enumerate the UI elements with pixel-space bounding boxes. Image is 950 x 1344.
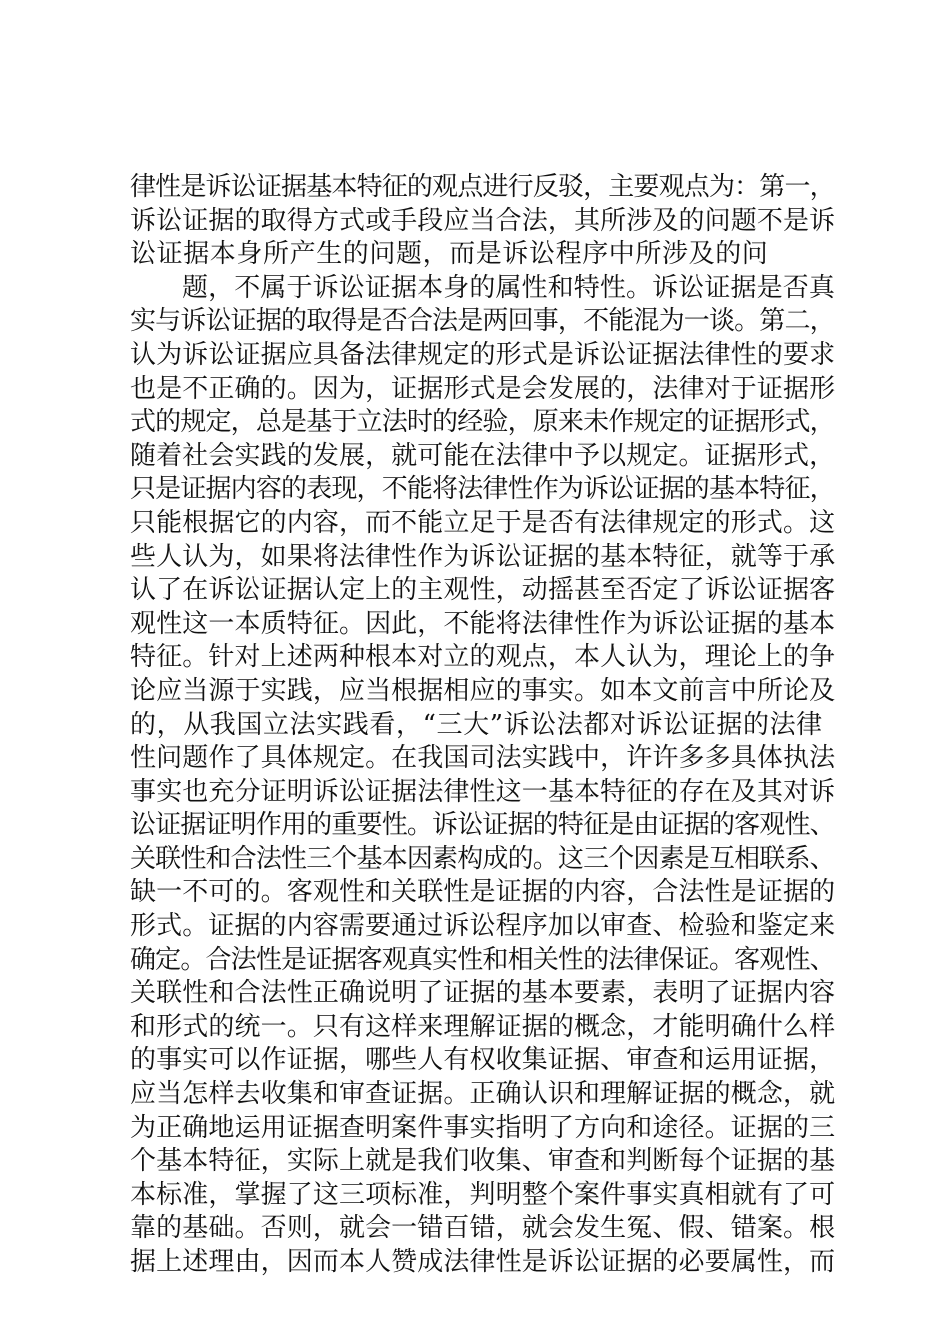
text-line: 应当怎样去收集和审查证据。正确认识和理解证据的概念，就: [130, 1079, 836, 1110]
text-line: 讼证据证明作用的重要性。诉讼证据的特征是由证据的客观性、: [130, 810, 835, 841]
text-line: 实与诉讼证据的取得是否合法是两回事，不能混为一谈。第二，: [130, 306, 835, 337]
text-line: 关联性和合法性三个基本因素构成的。这三个因素是互相联系、: [130, 843, 835, 874]
body-text: [130, 171, 835, 1280]
text-line: 只是证据内容的表现，不能将法律性作为诉讼证据的基本特征，: [130, 474, 835, 505]
text-line: 本标准，掌握了这三项标准，判明整个案件事实真相就有了可: [130, 1179, 836, 1210]
text-line: 的事实可以作证据，哪些人有权收集证据、审查和运用证据，: [130, 1045, 836, 1076]
text-line: 诉讼证据的取得方式或手段应当合法，其所涉及的问题不是诉: [130, 205, 836, 236]
text-line: 事实也充分证明诉讼证据法律性这一基本特征的存在及其对诉: [130, 776, 836, 807]
text-line: 个基本特征，实际上就是我们收集、审查和判断每个证据的基: [130, 1146, 836, 1177]
text-line: 关联性和合法性正确说明了证据的基本要素，表明了证据内容: [130, 978, 836, 1009]
text-line: 律性是诉讼证据基本特征的观点进行反驳，主要观点为：第一，: [130, 172, 835, 202]
text-line: 性问题作了具体规定。在我国司法实践中，许许多多具体执法: [130, 743, 836, 774]
text-line: 据上述理由，因而本人赞成法律性是诉讼证据的必要属性，而: [130, 1247, 836, 1277]
text-line: 靠的基础。否则，就会一错百错，就会发生冤、假、错案。根: [130, 1213, 836, 1244]
text-line: 形式。证据的内容需要通过诉讼程序加以审查、检验和鉴定来: [130, 911, 836, 942]
text-line: 的，从我国立法实践看，“三大”诉讼法都对诉讼证据的法律: [130, 709, 823, 740]
text-line: 也是不正确的。因为，证据形式是会发展的，法律对于证据形: [130, 373, 836, 404]
text-line: 论应当源于实践，应当根据相应的事实。如本文前言中所论及: [130, 675, 836, 706]
text-line: 式的规定，总是基于立法时的经验，原来未作规定的证据形式，: [130, 407, 835, 438]
text-line: 些人认为，如果将法律性作为诉讼证据的基本特征，就等于承: [130, 541, 836, 572]
text-line-indented: 题，不属于诉讼证据本身的属性和特性。诉讼证据是否真: [182, 272, 836, 303]
text-line: 讼证据本身所产生的问题，而是诉讼程序中所涉及的问: [130, 239, 769, 270]
text-line: 认为诉讼证据应具备法律规定的形式是诉讼证据法律性的要求: [130, 339, 836, 370]
text-line: 确定。合法性是证据客观真实性和相关性的法律保证。客观性、: [130, 944, 835, 975]
text-line: 为正确地运用证据查明案件事实指明了方向和途径。证据的三: [130, 1112, 836, 1143]
text-line: 缺一不可的。客观性和关联性是证据的内容，合法性是证据的: [130, 877, 836, 908]
text-line: 和形式的统一。只有这样来理解证据的概念，才能明确什么样: [130, 1011, 836, 1042]
text-line: 随着社会实践的发展，就可能在法律中予以规定。证据形式，: [130, 440, 836, 471]
text-line: 认了在诉讼证据认定上的主观性，动摇甚至否定了诉讼证据客: [130, 575, 836, 606]
text-line: 特征。针对上述两种根本对立的观点，本人认为，理论上的争: [130, 642, 836, 673]
text-line: 观性这一本质特征。因此，不能将法律性作为诉讼证据的基本: [130, 608, 836, 639]
text-line: 只能根据它的内容，而不能立足于是否有法律规定的形式。这: [130, 507, 836, 538]
